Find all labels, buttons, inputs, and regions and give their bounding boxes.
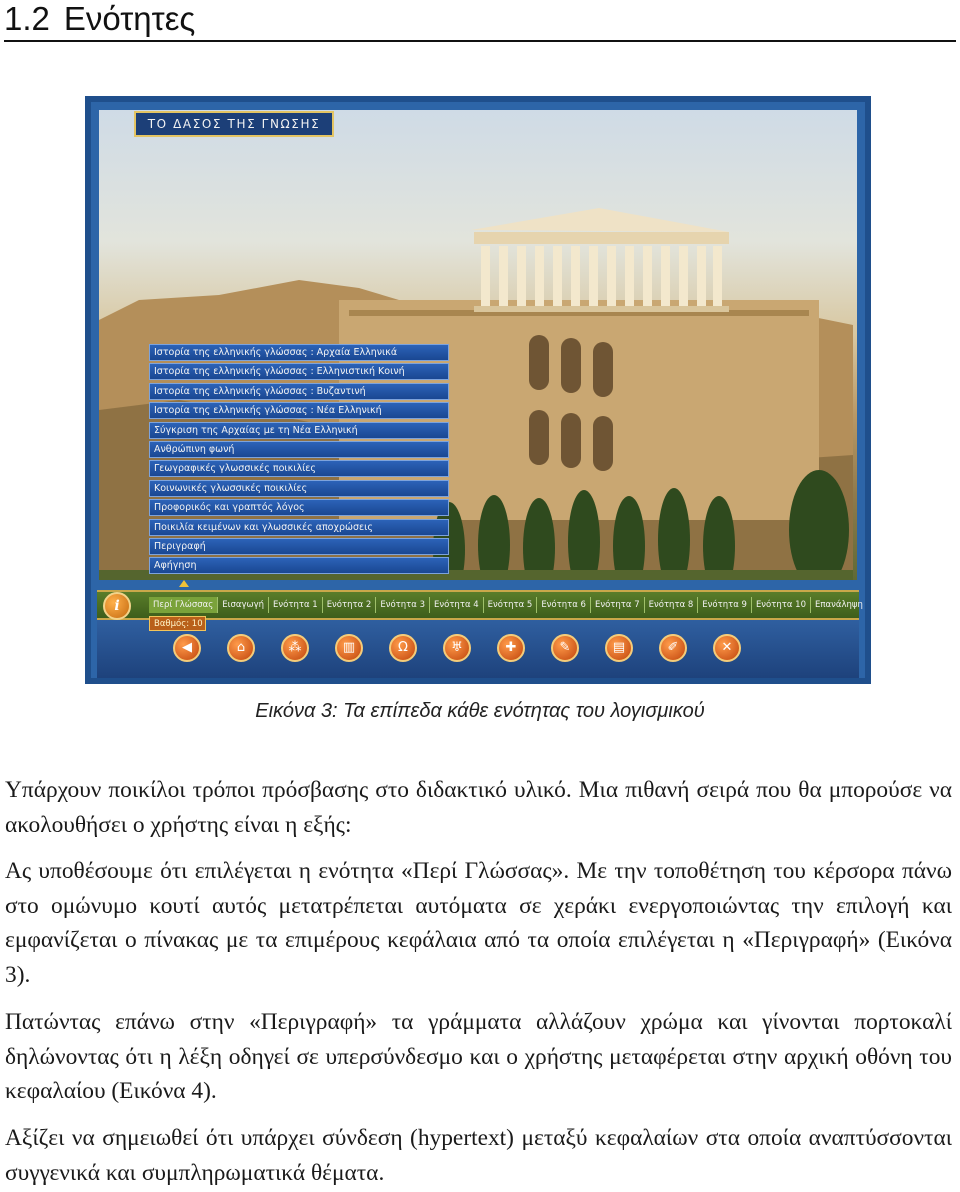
menu-item[interactable]: Ανθρώπινη φωνή	[149, 441, 449, 458]
tab-enotita-2[interactable]: Ενότητα 2	[323, 597, 377, 613]
close-icon[interactable]: ✕	[713, 634, 741, 662]
score-badge: Βαθμός: 10	[149, 616, 206, 631]
toolbar-strip	[97, 620, 859, 684]
printer-icon[interactable]: ▤	[605, 634, 633, 662]
section-tabs	[149, 597, 868, 613]
paragraph-4: Αξίζει να σημειωθεί ότι υπάρχει σύνδεση (hypertext) μεταξύ κεφαλαίων στα οποία αναπτύσσονται συγγενικά και συμπληρωματικά θέματα.	[5, 1125, 952, 1186]
home-icon[interactable]: ⌂	[227, 634, 255, 662]
section-heading	[4, 0, 956, 42]
paragraph-1: Υπάρχουν ποικίλοι τρόποι πρόσβασης στο διδακτικό υλικό. Μια πιθανή σειρά που θα μπορούσε να ακολουθήσει ο χρήστης είναι η εξής:	[5, 777, 952, 838]
menu-item[interactable]: Ιστορία της ελληνικής γλώσσας : Ελληνιστική Κοινή	[149, 363, 449, 380]
menu-item[interactable]: Προφορικός και γραπτός λόγος	[149, 499, 449, 516]
chapter-menu	[149, 344, 449, 577]
tab-enotita-8[interactable]: Ενότητα 8	[645, 597, 699, 613]
menu-item[interactable]: Σύγκριση της Αρχαίας με τη Νέα Ελληνική	[149, 422, 449, 439]
menu-item[interactable]: Αφήγηση	[149, 557, 449, 574]
plus-icon[interactable]: ✚	[497, 634, 525, 662]
section-title: Ενότητες	[63, 0, 196, 37]
tab-enotita-3[interactable]: Ενότητα 3	[376, 597, 430, 613]
info-icon[interactable]: i	[103, 592, 131, 620]
software-screenshot	[85, 96, 871, 684]
tab-enotita-10[interactable]: Ενότητα 10	[752, 597, 811, 613]
cup-icon[interactable]: ♅	[443, 634, 471, 662]
wrench-icon[interactable]: ✎	[551, 634, 579, 662]
network-icon[interactable]: ⁂	[281, 634, 309, 662]
menu-item[interactable]: Ιστορία της ελληνικής γλώσσας : Νέα Ελληνική	[149, 402, 449, 419]
menu-item[interactable]: Κοινωνικές γλωσσικές ποικιλίες	[149, 480, 449, 497]
menu-item[interactable]: Γεωγραφικές γλωσσικές ποικιλίες	[149, 460, 449, 477]
edit-icon[interactable]: ✐	[659, 634, 687, 662]
tab-enotita-1[interactable]: Ενότητα 1	[269, 597, 323, 613]
paragraph-2: Ας υποθέσουμε ότι επιλέγεται η ενότητα «Περί Γλώσσας». Με την τοποθέτηση του κέρσορα πάνω στο ομώνυμο κουτί αυτός μετατρέπεται αυτόματα σε χεράκι ενεργοποιώντας την επιλογή και εμφανίζεται ο πίνακας με τα επιμέρους κεφάλαια από τα οποία επιλέγεται η «Περιγραφή» (Εικόνα 3).	[5, 858, 952, 988]
menu-pointer-icon	[179, 580, 189, 587]
paragraph-3: Πατώντας επάνω στην «Περιγραφή» τα γράμματα αλλάζουν χρώμα και γίνονται πορτοκαλί δηλώνοντας ότι η λέξη οδηγεί σε υπερσύνδεσμο και ο χρήστης μεταφέρεται στην αρχική οθόνη του κεφαλαίου (Εικόνα 4).	[5, 1009, 952, 1104]
tab-enotita-9[interactable]: Ενότητα 9	[698, 597, 752, 613]
figure-caption: Εικόνα 3: Τα επίπεδα κάθε ενότητας του λογισμικού	[255, 700, 705, 722]
tab-enotita-4[interactable]: Ενότητα 4	[430, 597, 484, 613]
section-number: 1.2	[4, 0, 50, 37]
menu-item[interactable]: Ποικιλία κειμένων και γλωσσικές αποχρώσεις	[149, 519, 449, 536]
menu-item[interactable]: Ιστορία της ελληνικής γλώσσας : Αρχαία Ελληνικά	[149, 344, 449, 361]
omega-icon[interactable]: Ω	[389, 634, 417, 662]
tab-eisagogi[interactable]: Εισαγωγή	[218, 597, 269, 613]
tab-enotita-6[interactable]: Ενότητα 6	[537, 597, 591, 613]
tab-enotita-7[interactable]: Ενότητα 7	[591, 597, 645, 613]
window-title: ΤΟ ΔΑΣΟΣ ΤΗΣ ΓΝΩΣΗΣ	[134, 111, 334, 137]
tab-enotita-5[interactable]: Ενότητα 5	[484, 597, 538, 613]
menu-item-description[interactable]: Περιγραφή	[149, 538, 449, 555]
tab-peri-glossas[interactable]: Περί Γλώσσας	[149, 597, 218, 613]
tab-epanalipsi[interactable]: Επανάληψη	[811, 597, 868, 613]
book-icon[interactable]: ▥	[335, 634, 363, 662]
menu-item[interactable]: Ιστορία της ελληνικής γλώσσας : Βυζαντινή	[149, 383, 449, 400]
back-icon[interactable]: ◀	[173, 634, 201, 662]
